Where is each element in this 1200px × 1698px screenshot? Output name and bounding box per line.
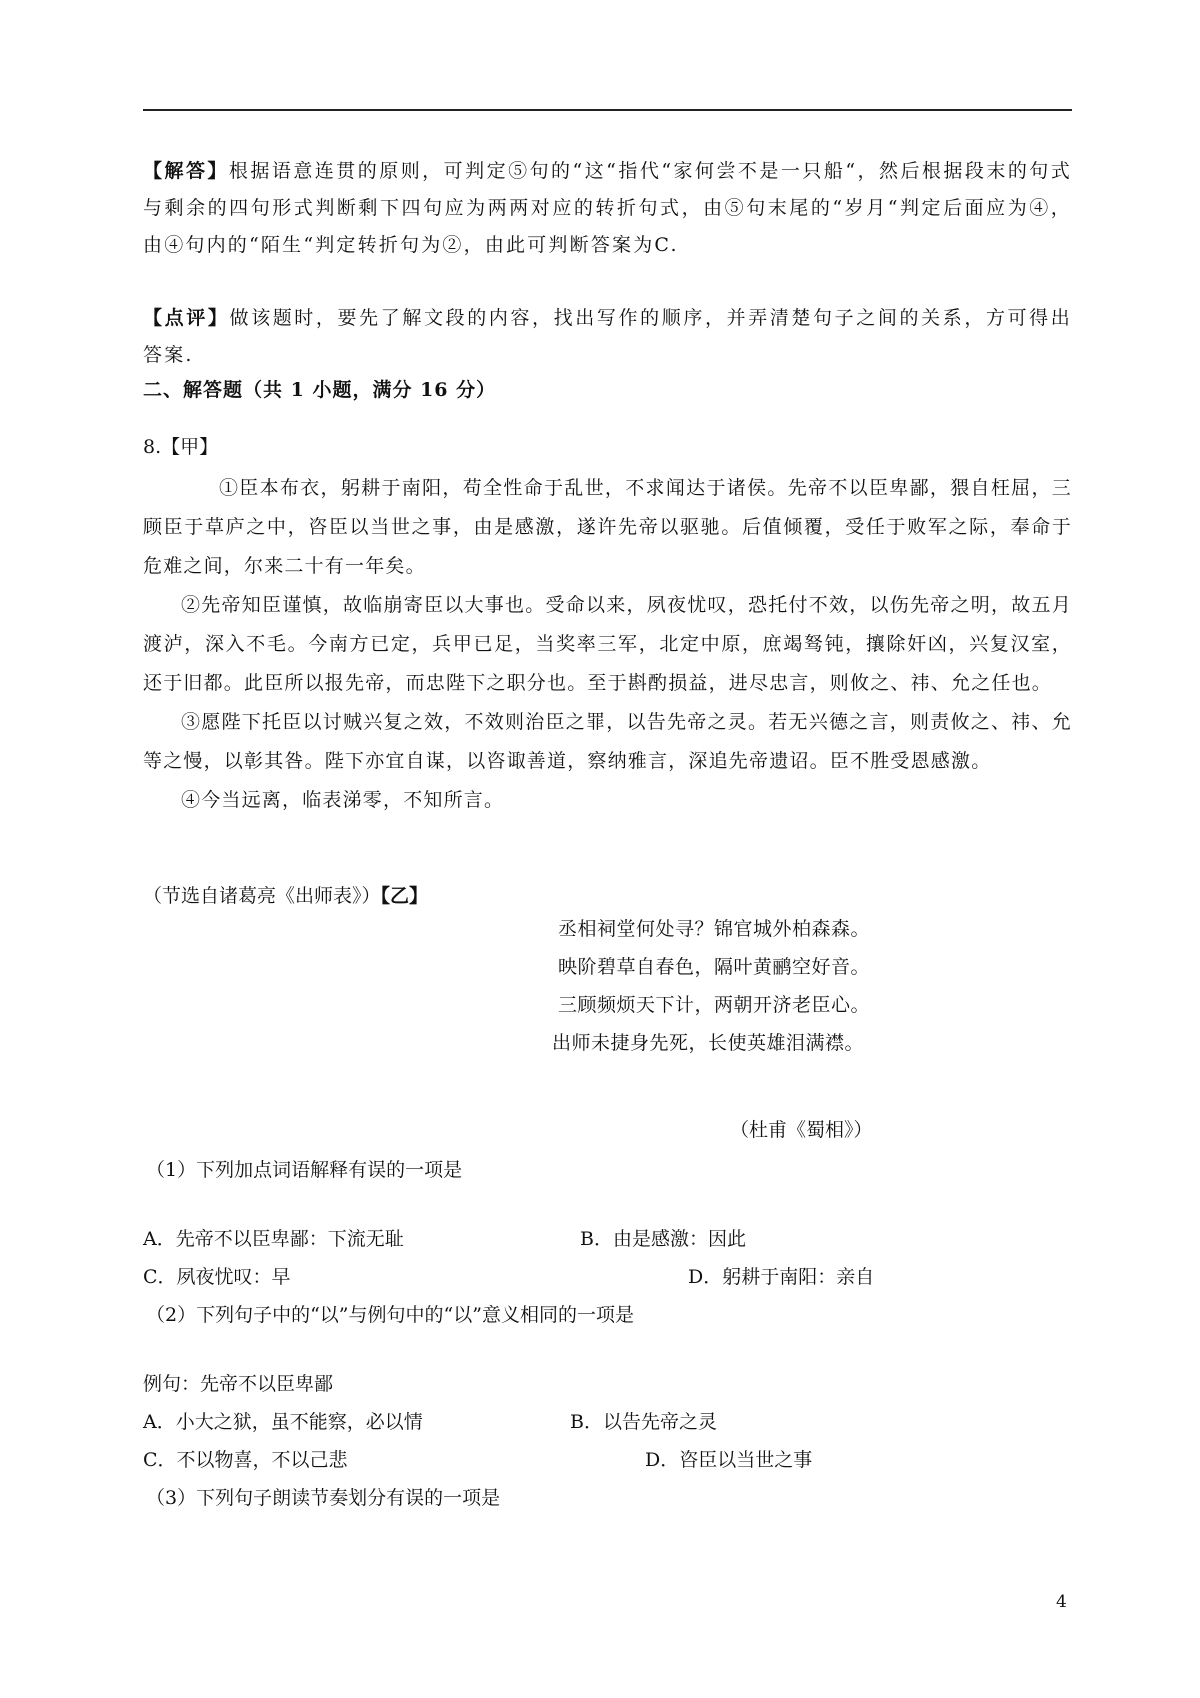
comment-text: 做该题时，要先了解文段的内容，找出写作的顺序，并弄清楚句子之间的关系，方可得出答案.	[143, 307, 1072, 366]
sub1-option-d: D．躬耕于南阳：亲自	[688, 1266, 875, 1288]
section-title: 二、解答题（共 1 小题，满分 16 分）	[143, 379, 497, 401]
passage-paragraph-4: ④今当远离，临表涕零，不知所言。	[181, 789, 505, 811]
sub1-option-b: B．由是感激：因此	[580, 1228, 746, 1250]
source-jia: （节选自诸葛亮《出师表》）	[143, 885, 381, 907]
sub1-option-a: A．先帝不以臣卑鄙：下流无耻	[143, 1228, 404, 1250]
sub2-example: 例句：先帝不以臣卑鄙	[143, 1373, 334, 1395]
answer-text: 根据语意连贯的原则，可判定⑤句的“这“指代“家何尝不是一只船“，然后根据段末的句式与剩余的四句形式判断剩下四句应为两两对应的转折句式，由⑤句末尾的“岁月“判定后面应为④，由④句内的“陌生“判定转折句为②，由此可判断答案为C.	[143, 160, 1072, 256]
sub2-option-d: D．咨臣以当世之事	[645, 1449, 813, 1471]
comment-label: 【点评】	[143, 307, 230, 329]
comment-paragraph	[143, 300, 1072, 374]
answer-label: 【解答】	[143, 160, 229, 182]
page-number: 4	[1056, 1592, 1067, 1612]
sub2-option-a: A．小大之狱，虽不能察，必以情	[143, 1411, 423, 1433]
passage-jia	[143, 469, 1072, 820]
comment-block	[143, 300, 1072, 374]
sub1-option-c: C．夙夜忧叹：早	[143, 1266, 291, 1288]
source-line	[143, 881, 428, 908]
poem	[540, 910, 940, 1062]
sub2-stem: （2）下列句子中的“以”与例句中的“以”意义相同的一项是	[146, 1304, 634, 1326]
passage-paragraph-2: ②先帝知臣谨慎，故临崩寄臣以大事也。受命以来，夙夜忧叹，恐托付不效，以伤先帝之明，故五月渡泸，深入不毛。今南方已定，兵甲已足，当奖率三军，北定中原，庶竭驽钝，攘除奸凶，兴复汉室，还于旧都。此臣所以报先帝，而忠陛下之职分也。至于斟酌损益，进尽忠言，则攸之、祎、允之任也。	[143, 594, 1072, 694]
poem-line-1: 丞相祠堂何处寻？锦官城外柏森森。	[558, 918, 871, 940]
passage-paragraph-1: ①臣本布衣，躬耕于南阳，苟全性命于乱世，不求闻达于诸侯。先帝不以臣卑鄙，猥自枉屈，三顾臣于草庐之中，咨臣以当世之事，由是感激，遂许先帝以驱驰。后值倾覆，受任于败军之际，奉命于危难之间，尔来二十有一年矣。	[143, 477, 1072, 577]
sub2-option-b: B．以告先帝之灵	[570, 1411, 717, 1433]
sub3-stem: （3）下列句子朗读节奏划分有误的一项是	[146, 1487, 501, 1509]
label-yi: 【乙】	[380, 885, 429, 907]
answer-paragraph	[143, 153, 1072, 264]
header-rule	[143, 109, 1072, 111]
poem-source: （杜甫《蜀相》）	[730, 1119, 873, 1141]
answer-block	[143, 153, 1072, 264]
sub2-option-c: C．不以物喜，不以己悲	[143, 1449, 348, 1471]
poem-line-3: 三顾频烦天下计，两朝开济老臣心。	[558, 994, 871, 1016]
poem-line-2: 映阶碧草自春色，隔叶黄鹂空好音。	[558, 956, 871, 978]
sub1-stem: （1）下列加点词语解释有误的一项是	[146, 1159, 463, 1181]
poem-line-4: 出师未捷身先死，长使英雄泪满襟。	[552, 1032, 865, 1054]
passage-paragraph-3: ③愿陛下托臣以讨贼兴复之效，不效则治臣之罪，以告先帝之灵。若无兴德之言，则责攸之、祎、允等之慢，以彰其咎。陛下亦宜自谋，以咨诹善道，察纳雅言，深追先帝遗诏。臣不胜受恩感激。	[143, 711, 1072, 772]
question-number: 8.【甲】	[143, 436, 219, 458]
